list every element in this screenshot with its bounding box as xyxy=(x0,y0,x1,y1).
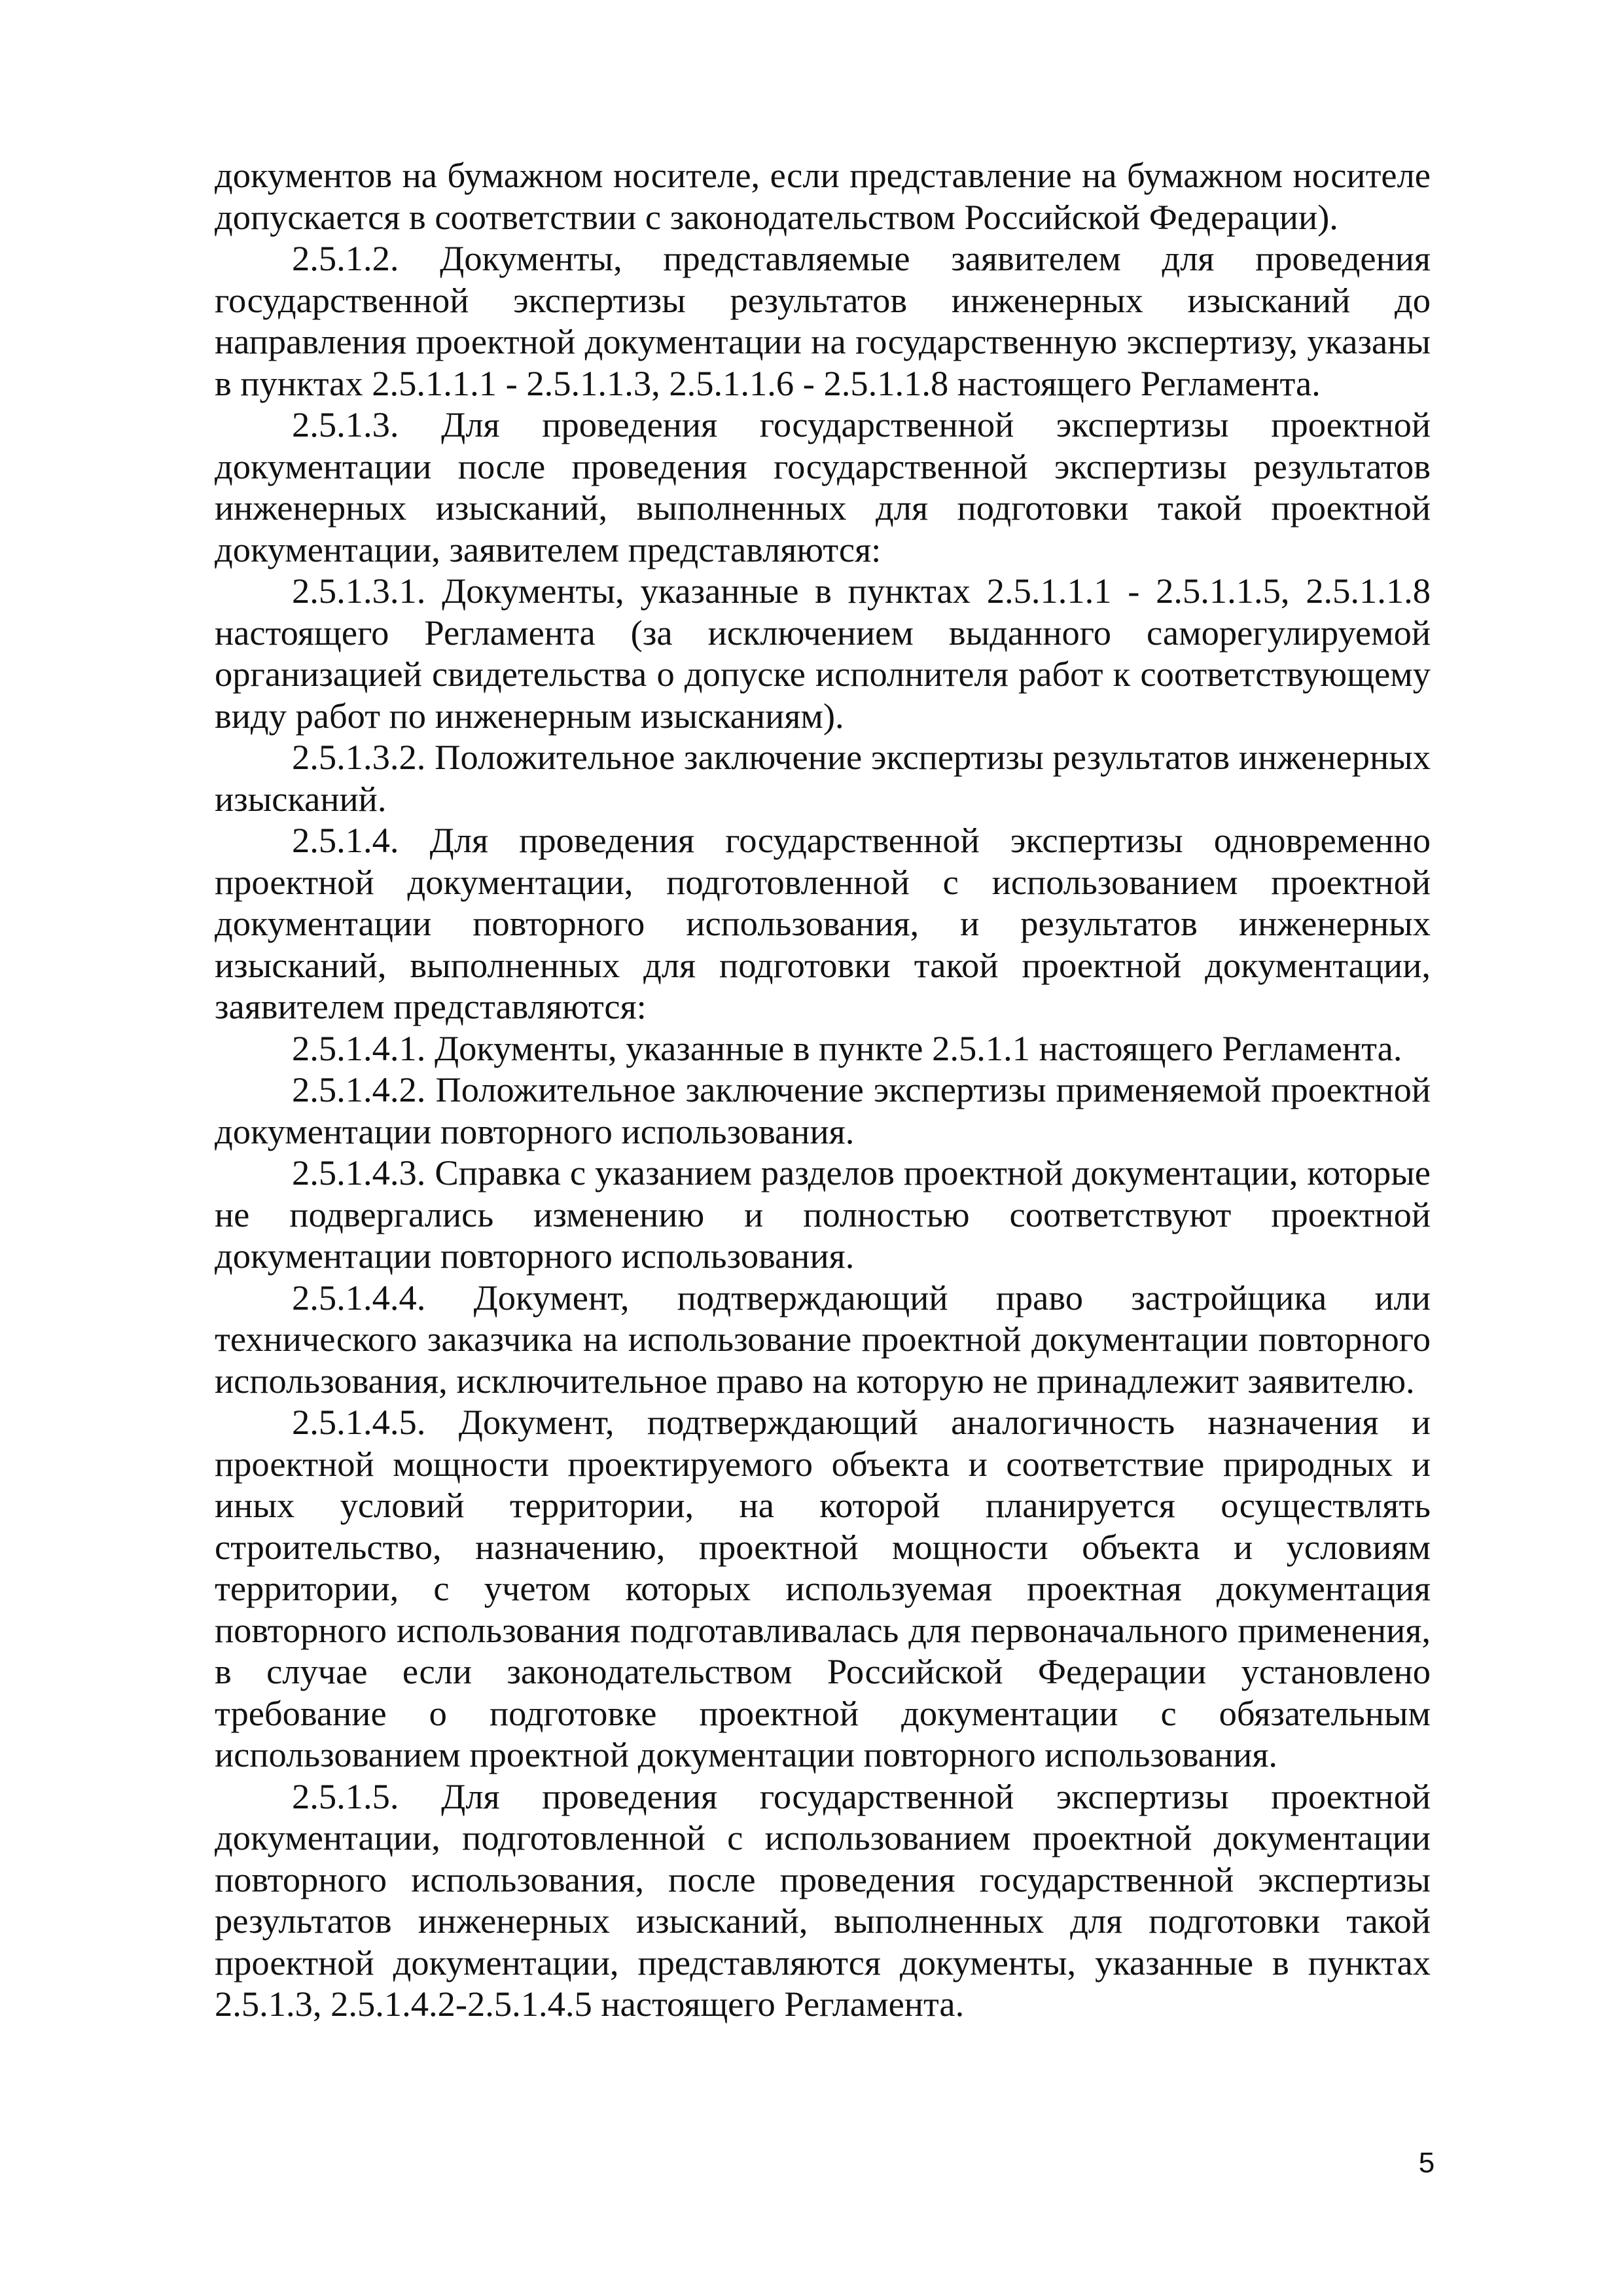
paragraph-2-5-1-4-1: 2.5.1.4.1. Документы, указанные в пункте 2.5.1.1 настоящего Регламента. xyxy=(292,1028,1402,1068)
paragraph-2-5-1-4-3: 2.5.1.4.3. Справка с указанием разделов проектной документации, которые не подвергались изменению и полностью соответствуют проектной документации повторного использования. xyxy=(215,1153,1431,1276)
paragraph-2-5-1-3-1: 2.5.1.3.1. Документы, указанные в пунктах 2.5.1.1.1 - 2.5.1.1.5, 2.5.1.1.8 настоящего Регламента (за исключением выданного саморегулируемой организацией свидетельства о допуске исполнителя работ к соответствующему виду работ по инженерным изысканиям). xyxy=(215,571,1431,736)
paragraph-2-5-1-3-2: 2.5.1.3.2. Положительное заключение экспертизы результатов инженерных изысканий. xyxy=(215,737,1431,819)
paragraph-2-5-1-5: 2.5.1.5. Для проведения государственной экспертизы проектной документации, подготовленной с использованием проектной документации повторного использования, после проведения государственной экспертизы результатов инженерных изысканий, выполненных для подготовки такой проектной документации, представляются документы, указанные в пунктах 2.5.1.3, 2.5.1.4.2-2.5.1.4.5 настоящего Регламента. xyxy=(215,1776,1431,2024)
paragraph-2-5-1-4-5: 2.5.1.4.5. Документ, подтверждающий аналогичность назначения и проектной мощности проектируемого объекта и соответствие природных и иных условий территории, на которой планируется осуществлять строительство, назначению, проектной мощности объекта и условиям территории, с учетом которых используемая проектная документация повторного использования подготавливалась для первоначального применения, в случае если законодательством Российской Федерации установлено требование о подготовке проектной документации с обязательным использованием проектной документации повторного использования. xyxy=(215,1402,1431,1774)
document-body xyxy=(215,154,1431,2025)
paragraph-2-5-1-4-4: 2.5.1.4.4. Документ, подтверждающий право застройщика или технического заказчика на использование проектной документации повторного использования, исключительное право на которую не принадлежит заявителю. xyxy=(215,1277,1431,1401)
paragraph-2-5-1-2: 2.5.1.2. Документы, представляемые заявителем для проведения государственной экспертизы результатов инженерных изысканий до направления проектной документации на государственную экспертизу, указаны в пунктах 2.5.1.1.1 - 2.5.1.1.3, 2.5.1.1.6 - 2.5.1.1.8 настоящего Регламента. xyxy=(215,238,1431,403)
paragraph-continuation: документов на бумажном носителе, если представление на бумажном носителе допускается в соответствии с законодательством Российской Федерации). xyxy=(215,155,1431,237)
paragraph-2-5-1-4: 2.5.1.4. Для проведения государственной экспертизы одновременно проектной документации, подготовленной с использованием проектной документации повторного использования, и результатов инженерных изысканий, выполненных для подготовки такой проектной документации, заявителем представляются: xyxy=(215,820,1431,1026)
paragraph-2-5-1-3: 2.5.1.3. Для проведения государственной экспертизы проектной документации после проведения государственной экспертизы результатов инженерных изысканий, выполненных для подготовки такой проектной документации, заявителем представляются: xyxy=(215,404,1431,569)
paragraph-2-5-1-4-2: 2.5.1.4.2. Положительное заключение экспертизы применяемой проектной документации повторного использования. xyxy=(215,1069,1431,1151)
page-number: 5 xyxy=(1418,2147,1435,2179)
